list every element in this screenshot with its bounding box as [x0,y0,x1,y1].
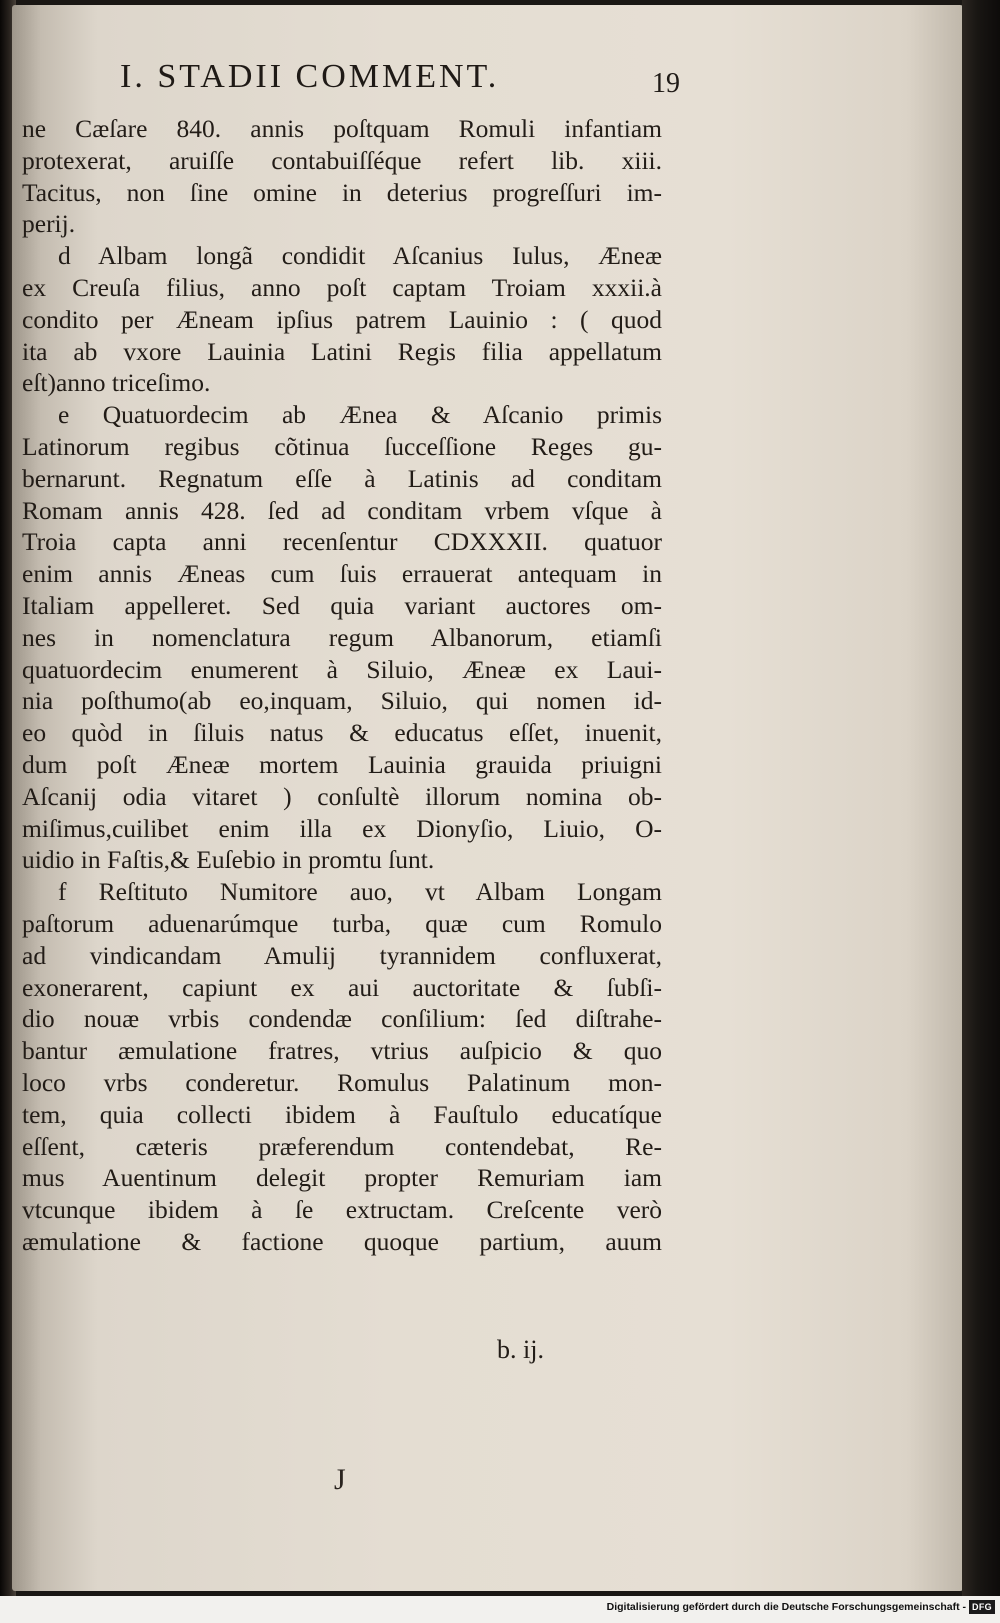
text-line: eſſent, cæteris præferendum contendebat, Re- [22,1131,662,1161]
text-line: mus Auentinum delegit propter Remuriam iam [22,1163,662,1193]
footer-bar [0,1596,1000,1623]
text-line: ex Creuſa filius, anno poſt captam Troiam xxxii.à [22,272,662,302]
bottom-mark: J [334,1463,346,1496]
text-line: condito per Æneam ipſius patrem Lauinio : ( quod [22,304,662,334]
text-line: protexerat, aruiſſe contabuiſſéque refert lib. xiii. [22,145,662,175]
text-line: tem, quia collecti ibidem à Fauſtulo educatíque [22,1099,662,1129]
text-line: ita ab vxore Lauinia Latini Regis filia appellatum [22,336,662,366]
text-line: enim annis Æneas cum ſuis errauerat antequam in [22,559,662,589]
page-header [120,58,680,108]
text-line: Romam annis 428. ſed ad conditam vrbem vſque à [22,495,662,525]
text-line: vtcunque ibidem à ſe extructam. Creſcente verò [22,1195,662,1225]
text-line: d Albam longã condidit Aſcanius Iulus, Æneæ [58,241,662,271]
text-line: æmulatione & factione quoque partium, auum [22,1226,662,1256]
text-line: eo quòd in ſiluis natus & educatus eſſet, inuenit, [22,718,662,748]
text-line: ad vindicandam Amulij tyrannidem confluxerat, [22,940,662,970]
text-line: Italiam appelleret. Sed quia variant auctores om- [22,590,662,620]
text-line: perij. [22,209,76,239]
text-line: loco vrbs conderetur. Romulus Palatinum mon- [22,1067,662,1097]
text-line: uidio in Faſtis,& Euſebio in promtu ſunt. [22,845,435,875]
body-text [22,113,662,1258]
text-line: bernarunt. Regnatum eſſe à Latinis ad conditam [22,463,662,493]
text-line: f Reſtituto Numitore auo, vt Albam Longam [58,877,662,907]
text-line: quatuordecim enumerent à Siluio, Æneæ ex Laui- [22,654,662,684]
text-line: dio nouæ vrbis condendæ conſilium: ſed diſtrahe- [22,1004,662,1034]
text-line: paſtorum aduenarúmque turba, quæ cum Romulo [22,908,662,938]
dfg-logo-icon: DFG [969,1600,995,1614]
text-line: Aſcanij odia vitaret ) conſultè illorum nomina ob- [22,781,662,811]
text-line: Troia capta anni recenſentur CDXXXII. quatuor [22,527,662,557]
page-number: 19 [652,68,680,99]
funding-credit: Digitalisierung gefördert durch die Deutsche Forschungsgemeinschaft - [606,1601,966,1613]
text-line: ne Cæſare 840. annis poſtquam Romuli infantiam [22,114,662,143]
signature-mark: b. ij. [497,1335,544,1364]
running-head: I. STADII COMMENT. [120,58,500,95]
text-line: nes in nomenclatura regum Albanorum, etiamſi [22,622,662,652]
text-line: dum poſt Æneæ mortem Lauinia grauida priuigni [22,749,662,779]
text-line: e Quatuordecim ab Ænea & Aſcanio primis [58,400,662,430]
book-edge-right [962,0,1000,1596]
text-line: bantur æmulatione fratres, vtrius auſpicio & quo [22,1036,662,1066]
text-line: miſimus,cuilibet enim illa ex Dionyſio, Liuio, O- [22,813,662,843]
text-line: nia poſthumo(ab eo,inquam, Siluio, qui nomen id- [22,686,662,716]
text-line: Latinorum regibus cõtinua ſucceſſione Reges gu- [22,431,662,461]
text-line: Tacitus, non ſine omine in deterius progreſſuri im- [22,177,662,207]
text-line: eſt)anno triceſimo. [22,368,211,398]
text-line: exonerarent, capiunt ex aui auctoritate & ſubſi- [22,972,662,1002]
